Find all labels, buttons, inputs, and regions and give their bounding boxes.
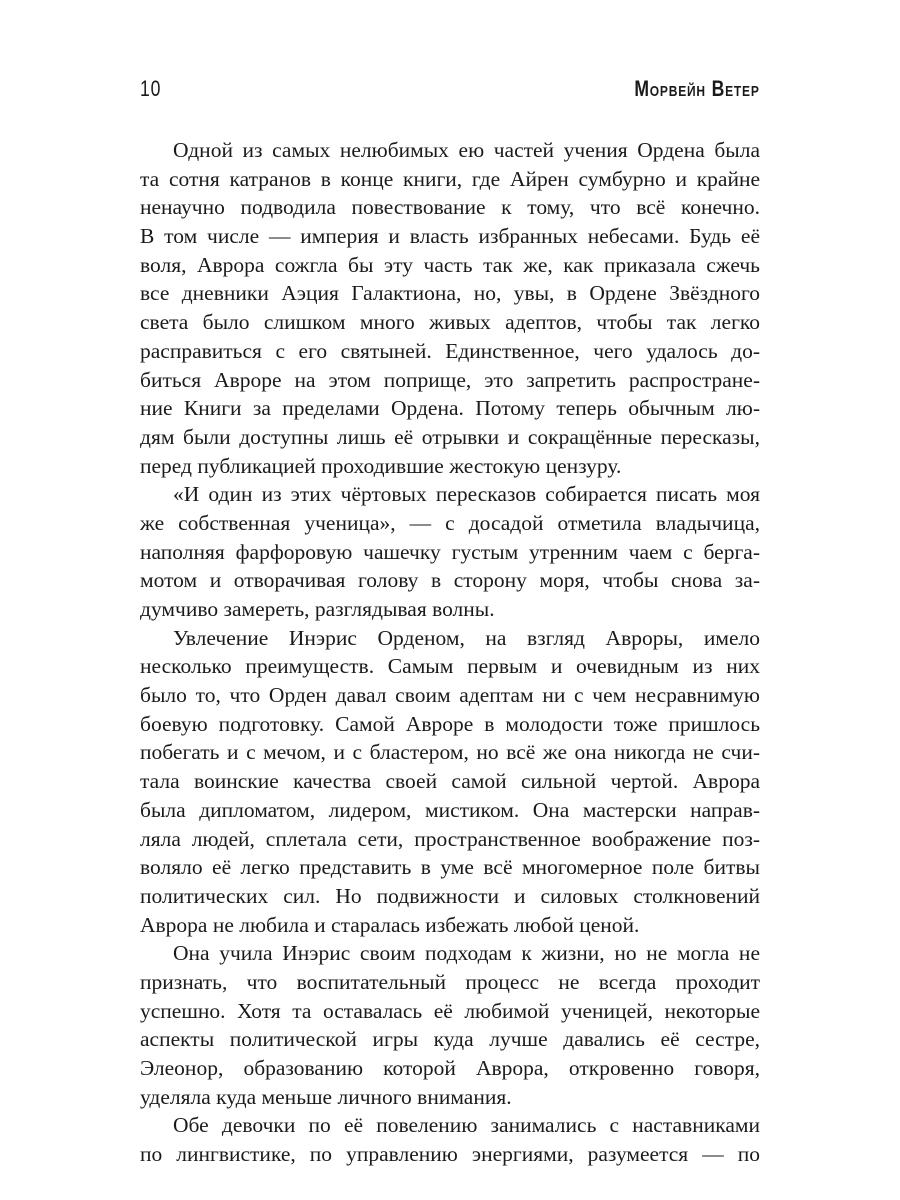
text-line: дям были доступны лишь её отрывки и сокращённые пересказы, [140,424,760,449]
paragraph [140,480,760,623]
text-line: признать, что воспитательный процесс не всегда проходит [140,969,760,994]
text-line: было то, что Орден давал своим адептам ни с чем несравнимую [140,683,760,708]
text-line: по лингвистике, по управлению энергиями, разумеется — по [140,1142,760,1167]
text-line: Обе девочки по её повелению занимались с наставниками [173,1113,760,1138]
text-line: расправиться с его святыней. Единственное, чего удалось до- [140,338,760,363]
text-line: воля, Аврора сожгла бы эту часть так же, как приказала сжечь [140,252,760,277]
text-line: Элеонор, образованию которой Аврора, откровенно говоря, [140,1056,760,1080]
text-line: ние Книги за пределами Ордена. Потому теперь обычным лю- [140,396,760,421]
body-text [140,136,760,1169]
text-line: Аврора не любила и старалась избежать любой ценой. [140,912,640,937]
text-line: все дневники Аэция Галактиона, но, увы, в Ордене Звёздного [140,281,760,306]
text-line: была дипломатом, лидером, мистиком. Она мастерски направ- [140,797,760,822]
text-line: несколько преимуществ. Самым первым и очевидным из них [140,654,760,679]
paragraph [140,939,760,1111]
text-line: уделяла куда меньше личного внимания. [140,1084,512,1109]
text-line: Она учила Инэрис своим подходам к жизни, но не могла не [173,941,760,966]
text-line: света было слишком много живых адептов, чтобы так легко [140,310,760,335]
text-line: биться Авроре на этом поприще, это запретить распростране- [140,367,760,392]
text-line: воляло её легко представить в уме всё многомерное поле битвы [140,855,760,880]
text-line: успешно. Хотя та оставалась её любимой ученицей, некоторые [140,998,760,1023]
page-number: 10 [140,76,162,101]
paragraph [140,136,760,480]
text-line: ненаучно подводила повествование к тому, что всё конечно. [140,195,760,220]
text-line: Увлечение Инэрис Орденом, на взгляд Авроры, имело [173,625,760,650]
paragraph [140,1111,760,1168]
text-line: тала воинские качества своей самой сильной чертой. Аврора [140,769,760,794]
text-line: политических сил. Но подвижности и силовых столкновений [140,883,760,908]
text-line: наполняя фарфоровую чашечку густым утренним чаем с берга- [140,539,760,564]
text-line: перед публикацией проходившие жестокую цензуру. [140,453,622,478]
text-line: боевую подготовку. Самой Авроре в молодости тоже пришлось [140,711,760,736]
text-line: Одной из самых нелюбимых ею частей учения Ордена была [173,138,760,162]
text-line: «И один из этих чёртовых пересказов собирается писать моя [173,482,760,507]
text-line: же собственная ученица», — с досадой отметила владычица, [140,510,760,535]
text-line: та сотня катранов в конце книги, где Айрен сумбурно и крайне [140,166,760,191]
text-line: аспекты политической игры куда лучше давались её сестре, [140,1027,760,1052]
text-line: побегать и с мечом, и с бластером, но всё же она никогда не счи- [140,740,760,765]
paragraph [140,624,760,940]
running-title: Морвейн Ветер [634,76,760,101]
text-line: мотом и отворачивая голову в сторону моря, чтобы снова за- [140,568,760,593]
text-line: думчиво замереть, разглядывая волны. [140,597,495,621]
text-line: ляла людей, сплетала сети, пространственное воображение поз- [140,826,760,851]
text-line: В том числе — империя и власть избранных небесами. Будь её [140,224,760,249]
